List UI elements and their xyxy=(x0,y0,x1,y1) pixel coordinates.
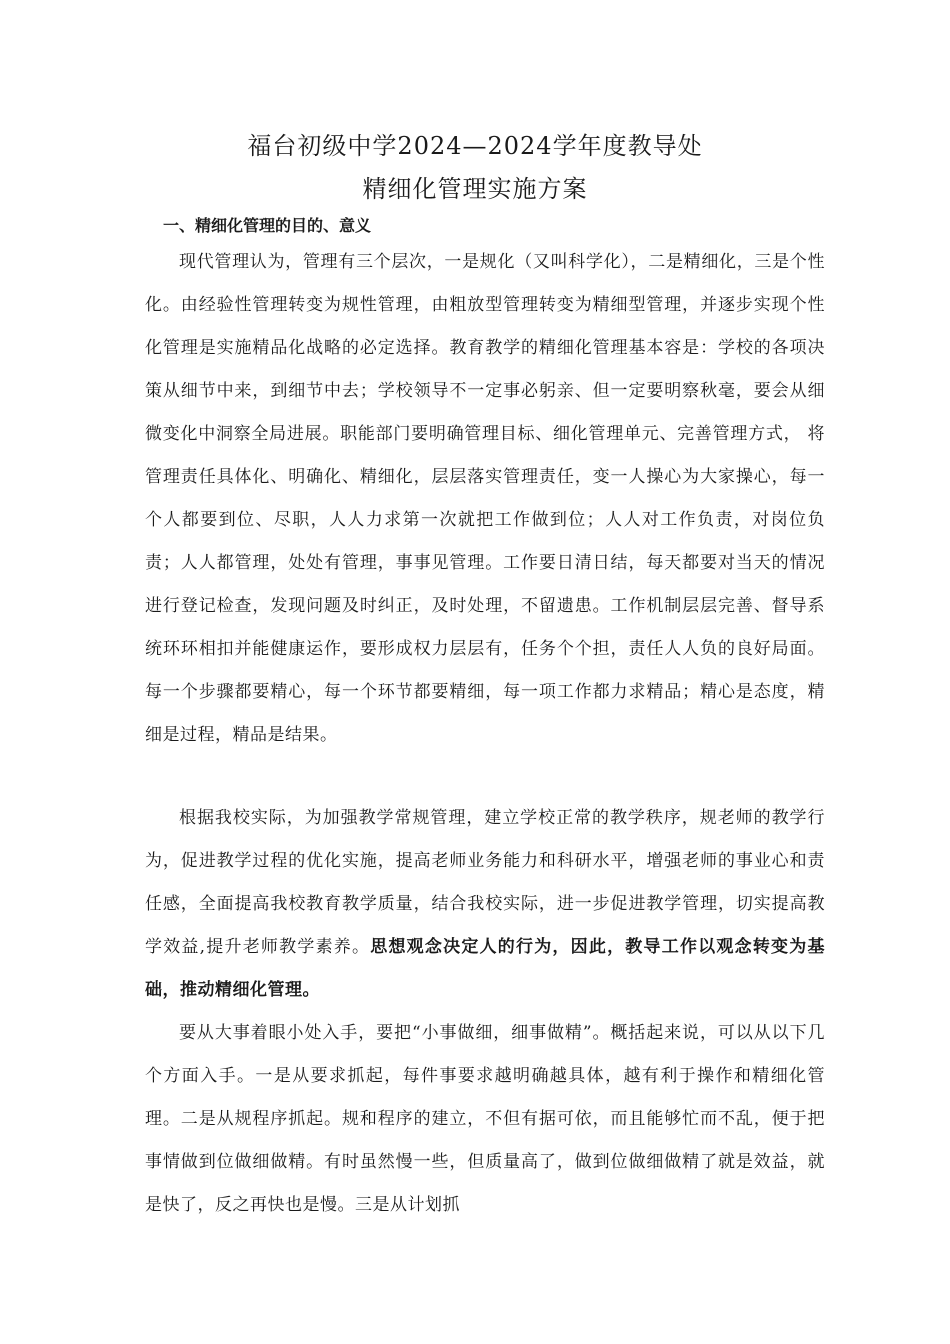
paragraph-2 xyxy=(145,797,825,1012)
paragraph-2-text: 根据我校实际，为加强教学常规管理，建立学校正常的教学秩序，规老师的教学行为，促进教学过程的优化实施，提高老师业务能力和科研水平，增强老师的事业心和责任感，全面提高我校教育教学质量，结合我校实际，进一步促进教学管理，切实提高教学效益,提升老师教学素养。 xyxy=(145,808,825,957)
paragraph-2-bold-text: 思想观念决定人的行为，因此，教导工作以观念转变为基础，推动精细化管理。 xyxy=(145,937,825,1000)
document-title-line1: 福台初级中学2024—2024学年度教导处 xyxy=(247,132,703,160)
section-heading: 一、精细化管理的目的、意义 xyxy=(163,216,372,235)
document-title-line2: 精细化管理实施方案 xyxy=(362,175,588,203)
paragraph-3: 要从大事着眼小处入手，要把“小事做细，细事做精”。概括起来说，可以从以下几个方面入手。一是从要求抓起，每件事要求越明确越具体，越有利于操作和精细化管理。二是从规程序抓起。规和程序的建立，不但有据可依，而且能够忙而不乱，便于把事情做到位做细做精。有时虽然慢一些，但质量高了，做到位做细做精了就是效益，就是快了，反之再快也是慢。三是从计划抓 xyxy=(145,1023,825,1215)
paragraph-1: 现代管理认为，管理有三个层次，一是规化（又叫科学化），二是精细化，三是个性化。由经验性管理转变为规性管理，由粗放型管理转变为精细型管理，并逐步实现个性化管理是实施精品化战略的必定选择。教育教学的精细化管理基本容是：学校的各项决策从细节中来，到细节中去；学校领导不一定事必躬亲、但一定要明察秋毫，要会从细微变化中洞察全局进展。职能部门要明确管理目标、细化管理单元、完善管理方式， 将管理责任具体化、明确化、精细化，层层落实管理责任，变一人操心为大家操心，每一个人都要到位、尽职，人人力求第一次就把工作做到位；人人对工作负责，对岗位负责；人人都管理，处处有管理，事事见管理。工作要日清日结，每天都要对当天的情况进行登记检查，发现问题及时纠正，及时处理，不留遗患。工作机制层层完善、督导系统环环相扣并能健康运作，要形成权力层层有，任务个个担，责任人人负的良好局面。每一个步骤都要精心，每一个环节都要精细，每一项工作都力求精品；精心是态度，精细是过程，精品是结果。 xyxy=(145,252,825,745)
